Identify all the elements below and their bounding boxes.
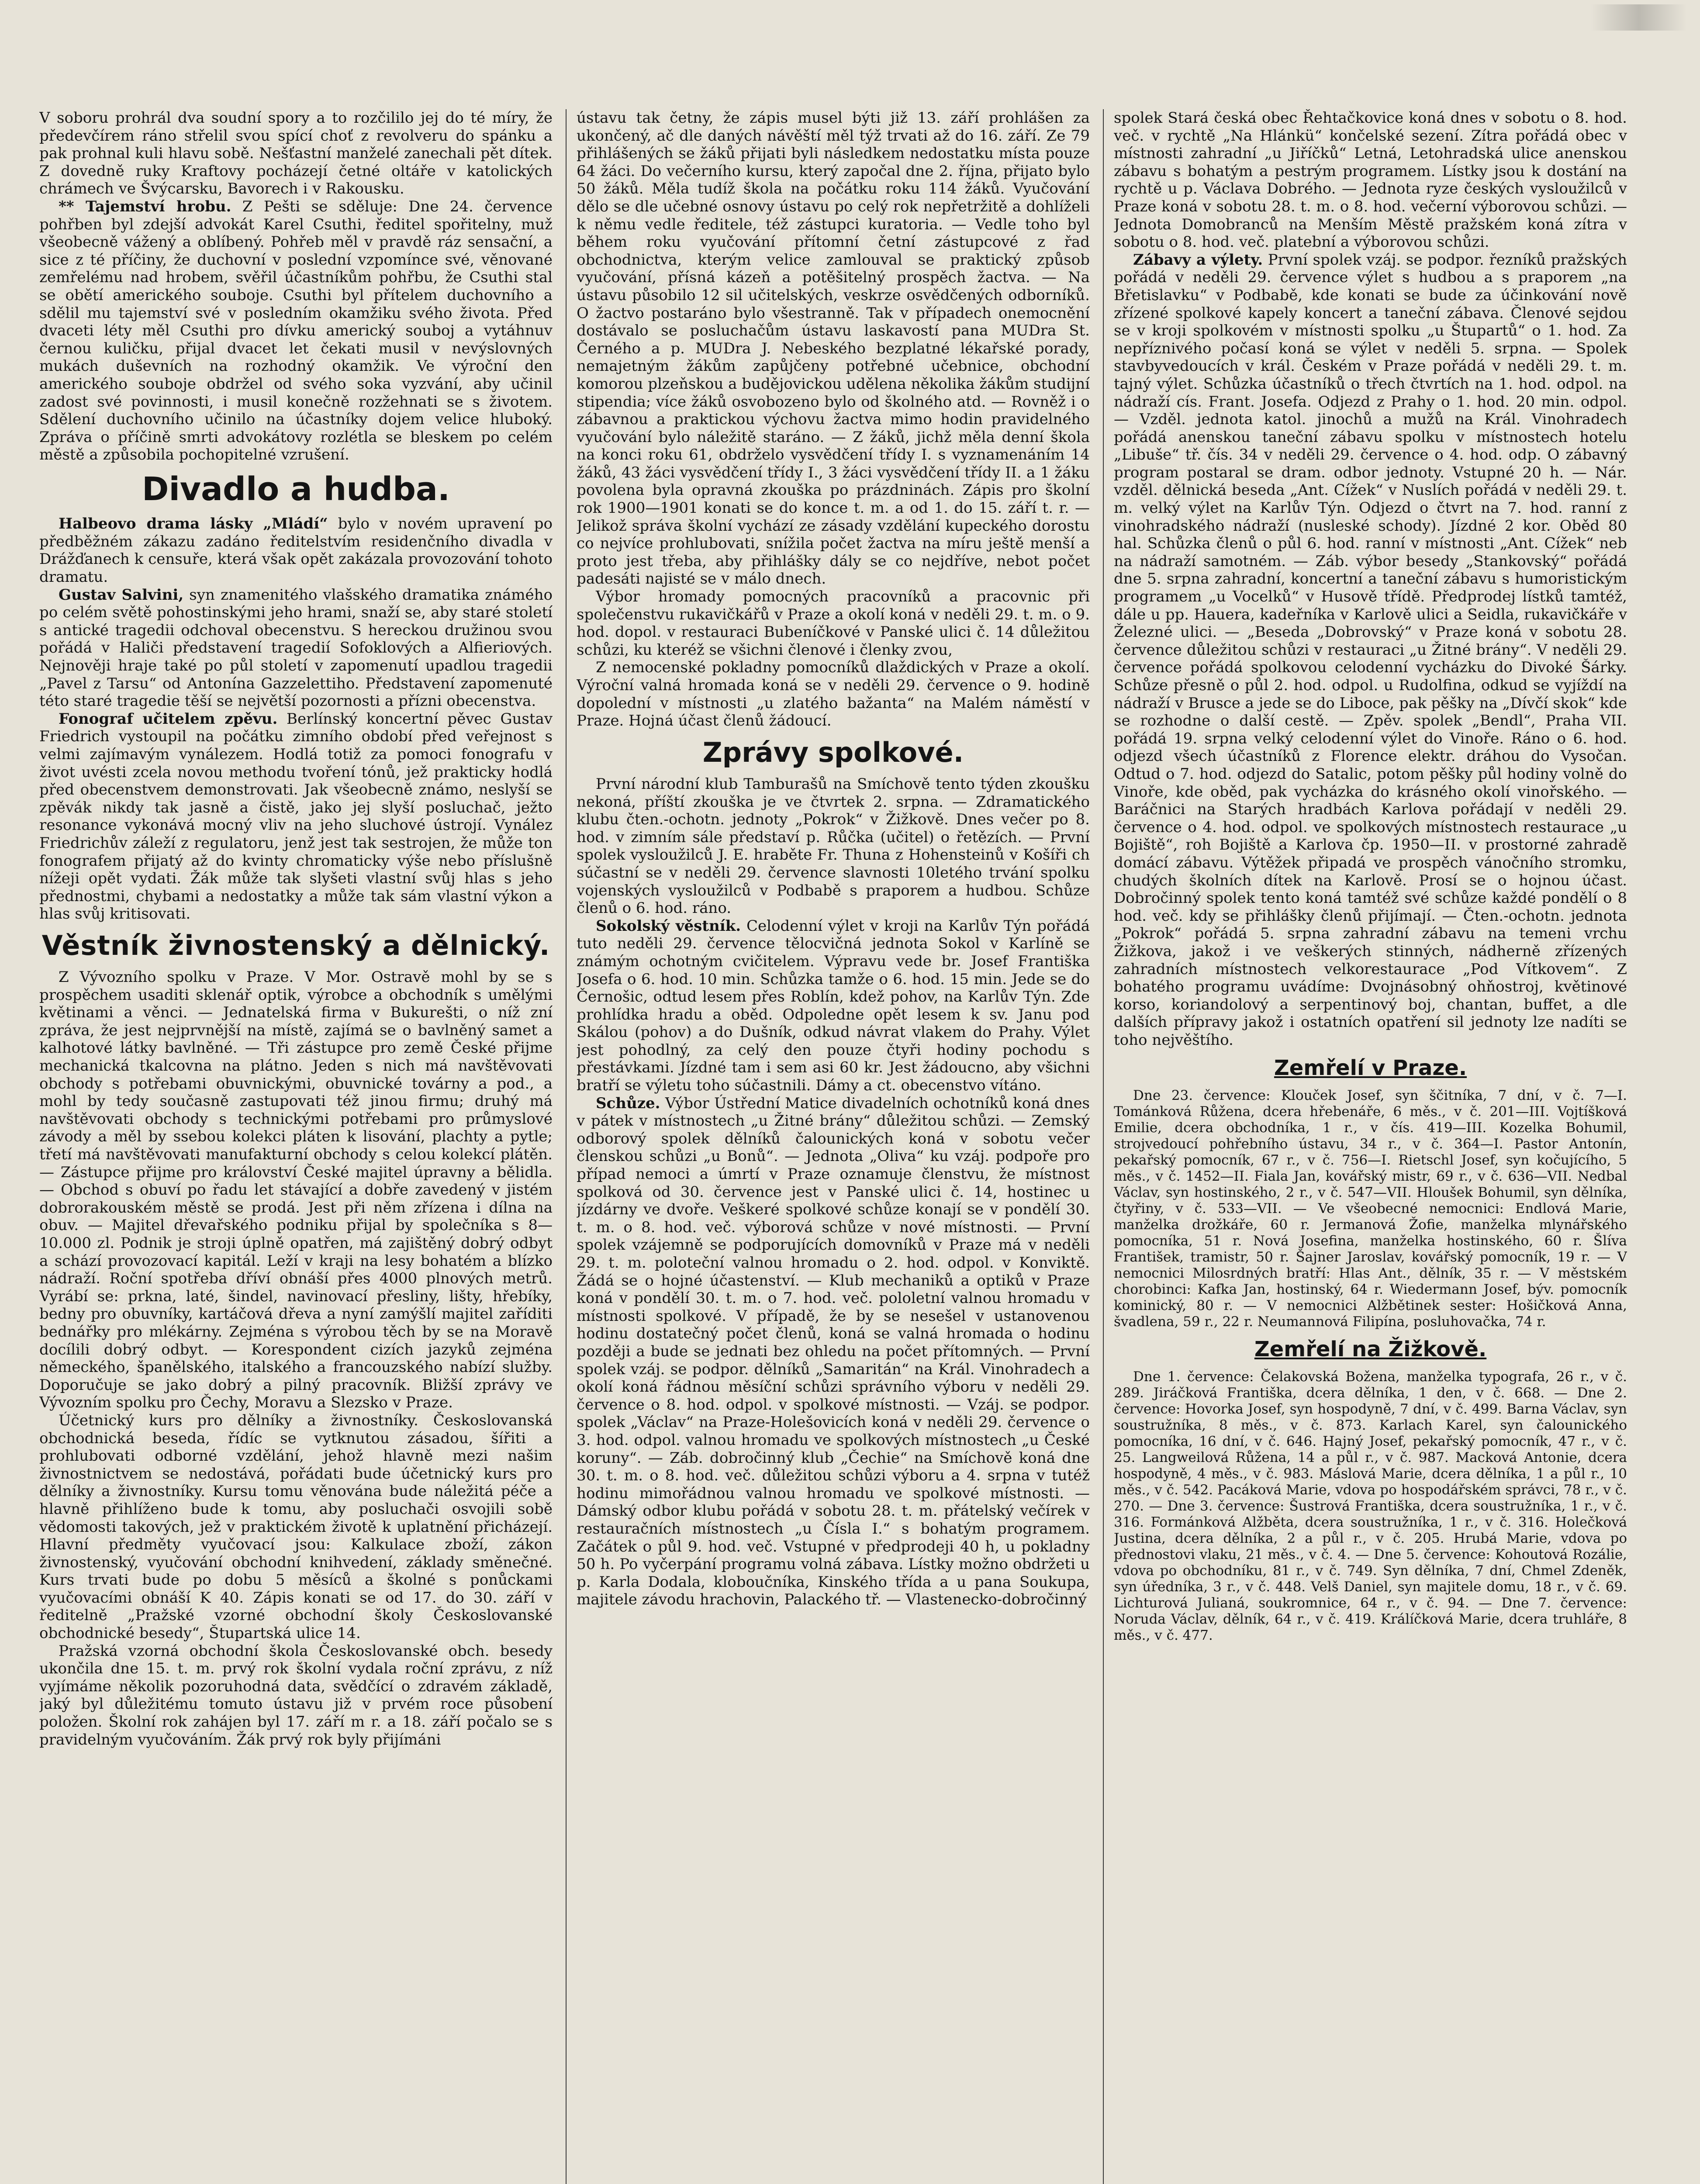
section-heading-zemreli-zizkov: Zemřelí na Žižkově. xyxy=(1254,1337,1487,1362)
article-lead: Gustav Salvini, xyxy=(59,586,184,604)
article-paragraph xyxy=(39,710,553,923)
article-lead: ** Tajemství hrobu. xyxy=(59,197,232,215)
scan-artifact xyxy=(1591,4,1687,31)
section-heading-zemreli-praha: Zemřelí v Praze. xyxy=(1274,1056,1467,1081)
article-paragraph: Účetnický kurs pro dělníky a živnostníky. Českoslovanská obchodnická beseda, řídíc se vytknutou zásadou, šířiti a prohlubovati odborné vzdělání, jehož hlavně mezi našim živnostnictvem se nedostává, pořádati bude účetnický kurs pro dělníky a živnostníky. Kursu tomu věnována bude náležitá péče a hlavně přihlíženo bude k tomu, aby posluchači osvojili sobě vědomosti takových, jež v praktickém životě k uplatnění přicházejí. Hlavní předměty vyučovací jsou: Kalkulace zboží, zákon živnostenský, vyučování obchodní knihvedení, základy směnečné. Kurs trvati bude po dobu 5 měsíců a školné s ponůckami vyučovacími obnáší K 40. Zápis konati se od 17. do 30. září v ředitelně „Pražské vzorné obchodní školy Českoslovanské obchodnické besedy“, Štupartská ulice 14. xyxy=(39,1411,553,1642)
article-paragraph xyxy=(577,917,1090,1095)
article-text: Celodenní výlet v kroji na Karlův Týn pořádá tuto neděli 29. července tělocvičná jednota Sokol v Karlíně se známým ochotným cvičitelem. Výpravu vede br. Josef Františka Josefa o 6. hod. 10 min. Schůzka tamže o 6. hod. 15 min. Jede se do Černošic, odtud lesem přes Roblín, kdež pohov, na Karlův Týn. Zde prohlídka hradu a oběd. Odpoledne opět lesem k sv. Janu pod Skálou (pohov) a do Dušník, odkud návrat vlakem do Prahy. Výlet jest pohodlný, za celý den pouze čtyři hodiny pochodu s přestávkami. Jízdné tam i sem asi 60 kr. Jest žádoucno, aby všichni bratří se výletu toho súčastnili. Dámy a ct. obecenstvo vítáno. xyxy=(577,917,1090,1095)
article-paragraph: Z nemocenské pokladny pomocníků dlaždických v Praze a okolí. Výroční valná hromada koná se v neděli 29. července o 9. hodině dopolední v místnosti „u zlatého bažanta“ na Malém náměstí v Praze. Hojná účast členů žádoucí. xyxy=(577,659,1090,730)
article-paragraph: ústavu tak četny, že zápis musel býti již 13. září prohlášen za ukončený, ač dle daných návěští měl týž trvati až do 16. září. Ze 79 přihlášených se žáků přijati byli následkem nedostatku místa pouze 64 žáci. Do večerního kursu, který započal dne 2. října, přijato bylo 50 žáků. Měla tudíž škola na počátku roku 114 žáků. Vyučování dělo se dle učebné osnovy ústavu po celý rok nepřetržitě a dohlíželi k němu vedle ředitele, též zástupci kuratoria. — Vedle toho byl během roku vyučování přítomní četní zástupcové z řad obchodnictva, kterým velice zamlouval se praktický způsob vyučování, přísná kázeň a potěšitelný prospěch žactva. — Na ústavu působilo 12 sil učitelských, veskrze osvědčených odborníků. O žactvo postaráno bylo všestranně. Tak v případech onemocnění dostávalo se posluchačům ústavu laskavostí pana MUDra St. Černého a p. MUDra J. Nebeského bezplatné lékařské porady, nemajetným žákům zapůjčeny potřebné učebnice, obchodní komorou plzeňskou a budějovickou udělena několika žákům studijní stipendia; více žáků osvobozeno bylo od školného atd. — Rovněž i o zábavnou a praktickou výchovu žactva mimo hodin pravidelného vyučování bylo náležitě staráno. — Z žáků, jichž měla denní škola na konci roku 61, obdrželo vysvědčení třídy I. s vyznamenáním 14 žáků, 43 žáci vysvědčení třídy I., 3 žáci vysvědčení třídy II. a 1 žáku povolena byla opravná zkouška po prázdninách. Zápis pro školní rok 1900—1901 konati se do konce t. m. a od 1. do 15. září t. r. — Jelikož správa školní vychází ze zásady vzdělání kupeckého dorostu co nejvíce prohlubovati, snížila počet žactva na míru ještě menší a proto jest třeba, aby přihlášky dály se co nejdříve, nebot počet padesáti najisté se v málo dnech. xyxy=(577,109,1090,588)
article-lead: Sokolský věstník. xyxy=(596,917,741,935)
article-text: syn znamenitého vlašského dramatika známého po celém světě pohostinskými jeho hrami, snaží se, aby staré století s antické tragedii odchoval obecenstvu. S hereckou družinou svou pořádá v Haliči představení tragedií Sofoklových a Alfieriových. Nejnověji hraje také po půl století v zapomenutí upadlou tragedii „Pavel z Tarsu“ od Antonína Gazzelettiho. Představení zapomenuté této staré tragedie těší se největší pozornosti a přízni obecenstva. xyxy=(39,586,553,710)
article-paragraph: Z Vývozního spolku v Praze. V Mor. Ostravě mohl by se s prospěchem usaditi sklenář optik, výrobce a obchodník s umělými květinami a věnci. — Jednatelská firma v Bukurešti, o níž zní zpráva, že jest nejprvnější na místě, zajímá se o bavlněný samet a kalhotové látky bavlněné. — Tři zástupce pro země České přijme mechanická tkalcovna na plátno. Jeden s nich má navštěvovati obchody s potřebami obuvnickými, obuvnické továrny a pod., a mohl by tedy současně zastupovati též jinou firmu; druhý má navštěvovati obchody s technickými potřebami pro průmyslové závody a měl by ssebou kolekci pláten k lisování, plachty a pytle; třetí má navštěvovati manufakturní obchody s celou kolekcí plátěn. — Zástupce přijme pro království České majitel úpravny a bělidla. — Obchod s obuví po řadu let stávající a dobře zavedený v jistém dobrorakouském městě se prodá. Jest při něm zřízena i dílna na obuv. — Majitel dřevařského podniku přijal by společníka s 8—10.000 zl. Podnik je stroji úplně opatřen, má zajištěný dobrý odbyt a schází provozovací kapitál. Leží v kraji na lesy bohatém a blízko nádraží. Roční spotřeba dříví obnáší přes 4000 plnových metrů. Vyrábí se: prkna, laté, šindel, navinovací přesliny, lišty, hřebíky, bedny pro obuvníky, kartáčová dřeva a nyní zamýšlí majitel zaříditi bednářky pro mlékárny. Zejména s výrobou těch by se na Moravě docílili dobrý odbyt. — Korespondent cizích jazyků zejména německého, španělského, italského a francouzského nabízí služby. Doporučuje se jako dobrý a pilný pracovník. Bližší zprávy ve Vývozním spolku pro Čechy, Moravu a Slezsko v Praze. xyxy=(39,968,553,1412)
article-paragraph: Pražská vzorná obchodní škola Českoslovanské obch. besedy ukončila dne 15. t. m. prvý rok školní vydala roční zprávu, z níž vyjímáme několik pozoruhodná data, svědčící o zdravém základě, jaký byl důležitému tomuto ústavu již v prvém roce působení položen. Školní rok zahájen byl 17. září m r. a 18. září počalo se s pravidelným vyučováním. Žák prvý rok byly přijímáni xyxy=(39,1642,553,1749)
section-heading-divadlo: Divadlo a hudba. xyxy=(142,470,450,508)
article-text: Z Pešti se sděluje: Dne 24. července pohřben byl zdejší advokát Karel Csuthi, ředitel spořitelny, muž všeobecně vážený a oblíbený. Pohřeb měl v pravdě ráz sensační, a sice z té příčiny, že duchovní v poslední vzpomínce své, věnované zemřelému nad hrobem, svěřil účastníkům pohřbu, že Csuthi stal se obětí amerického souboje. Csuthi byl přítelem duchovního a sdělil mu tajemství své v posledním okamžiku svého života. Před dvaceti léty měl Csuthi pro dívku americký souboj a vytáhnuv černou kuličku, přijal dvacet let čekati musil v nevýslovných mukách duševních na rozhodný okamžik. Ve výroční den amerického souboje obdržel od svého soka vyzvání, aby učinil zadost své povinnosti, i musil konečně rozžehnati se s životem. Sdělení duchovního učinilo na účastníky dojem velice hluboký. Zpráva o příčině smrti advokátovy rozlétla se bleskem po celém městě a způsobila pochopitelné vzrušení. xyxy=(39,197,553,464)
article-paragraph xyxy=(577,1095,1090,1609)
section-heading-zpravy: Zprávy spolkové. xyxy=(702,736,964,768)
article-lead: Schůze. xyxy=(596,1094,660,1112)
article-text: Berlínský koncertní pěvec Gustav Friedrich vystoupil na počátku zimního období před veřejnost s velmi zajímavým vynálezem. Hodlá totiž za pomoci fonografu v život uvésti zcela novou methodu tvoření tónů, jež prakticky hodlá před obecenstvem demonstrovati. Jak všeobecně známo, neslyší se zpěvák nikdy tak jasně a čistě, jako jej slyší posluchač, ježto resonance vykonává mocný vliv na jeho sluchové ústrojí. Vynález Friedrichův záleží z regulatoru, jenž jest tak sestrojen, že může ton fonografem přijatý až do kvinty chromaticky výše nebo příslušně nížeji opět vydati. Žák může tak slyšeti vlastní svůj hlas s jeho přednostmi, chybami a nedostatky a může tak sám vlastní výkon a hlas svůj kritisovati. xyxy=(39,710,553,923)
article-paragraph: První národní klub Tamburašů na Smíchově tento týden zkoušku nekoná, příští zkouška je ve čtvrtek 2. srpna. — Zdramatického klubu čten.-ochotn. jednoty „Pokrok“ v Žižkově. Dnes večer po 8. hod. v zimním sále představí p. Růčka (učitel) o řetězích. — První spolek vysloužilců J. E. hraběte Fr. Thuna z Hohensteinů v Košíři ch súčastní se v neděli 29. července slavnosti 10letého trvání spolku vojenských vysloužilců v Podbabě s praporem a hudbou. Schůze členů o 6. hod. ráno. xyxy=(577,775,1090,917)
article-lead: Halbeovo drama lásky „Mládí“ xyxy=(59,515,328,533)
column-3 xyxy=(1114,109,1627,2184)
article-paragraph: spolek Stará česká obec Řehtačkovice koná dnes v sobotu o 8. hod. več. v rychtě „Na Hlánkü“ končelské sezení. Zítra pořádá obec v místnosti zahradní „u Jiříčků“ Letná, Letohradská ulice anenskou zábavu s bohatým a pestrým programem. Lístky jsou k dostání na rychtě u p. Václava Dobrého. — Jednota ryze českých vysloužilců v Praze koná v sobotu 28. t. m. o 8. hod. večerní výborovou schůzi. — Jednota Domobranců na Menším Městě pražském koná zítra v sobotu o 8. hod. več. platební a výborovou schůzi. xyxy=(1114,109,1627,251)
obituary-list: Dne 1. července: Čelakovská Božena, manželka typografa, 26 r., v č. 289. Jiráčková Františka, dcera dělníka, 1 den, v č. 668. — Dne 2. července: Hovorka Josef, syn hospodyně, 7 dní, v č. 499. Barna Václav, syn soustružníka, 8 měs., v č. 873. Karlach Karel, syn čalounického pomocníka, 16 dní, v č. 646. Hajný Josef, pekařský pomocník, 47 r., v č. 25. Langweilová Růžena, 14 a půl r., v č. 987. Macková Antonie, dcera hospodyně, 4 měs., v č. 983. Máslová Marie, dcera dělníka, 1 a půl r., 10 měs., v č. 542. Pacáková Marie, vdova po hospodářském správci, 78 r., v č. 270. — Dne 3. července: Šustrová Františka, dcera soustružníka, 1 r., v č. 316. Formánková Alžběta, dcera soustružníka, 1 r., v č. 316. Holečková Justina, dcera dělníka, 2 a půl r., v č. 205. Hrubá Marie, vdova po přednostovi vlaku, 21 měs., v č. 4. — Dne 5. července: Kohoutová Rozálie, vdova po obchodníku, 81 r., v č. 749. Syn dělníka, 7 dní, Chmel Zdeněk, syn úředníka, 3 r., v č. 448. Velš Daniel, syn majitele domu, 18 r., v č. 69. Lichturová Julianá, soukromnice, 64 r., v č. 94. — Dne 7. července: Noruda Václav, dělník, 64 r., v č. 419. Králíčková Marie, dcera truhláře, 8 měs., v č. 477. xyxy=(1114,1369,1627,1644)
article-lead: Zábavy a výlety. xyxy=(1133,251,1263,269)
column-1 xyxy=(39,109,553,2184)
article-paragraph xyxy=(39,586,553,710)
column-rule xyxy=(1103,109,1104,2184)
article-paragraph: Výbor hromady pomocných pracovníků a pracovnic při společenstvu rukavičkářů v Praze a okolí koná v neděli 29. t. m. o 9. hod. dopol. v restauraci Bubeníčkové v Panské ulici č. 14 důležitou schůzi, ku kteréž se všichni členové i členky zvou, xyxy=(577,588,1090,659)
obituary-list: Dne 23. července: Klouček Josef, syn ščitníka, 7 dní, v č. 7—I. Tománková Růžena, dcera hřebenáře, 6 měs., v č. 201—III. Vojtíšková Emilie, dcera obchodníka, 1 r., v čís. 419—III. Kozelka Bohumil, strojvedoucí pohřebního ústavu, 34 r., v č. 364—I. Pastor Antonín, pekařský pomocník, 67 r., v č. 756—I. Rietschl Josef, syn kočujícího, 5 měs., v č. 1452—II. Fiala Jan, kovářský mistr, 69 r., v č. 636—VII. Nedbal Václav, syn hostinského, 2 r., v č. 547—VII. Hloušek Bohumil, syn dělníka, čtyřiny, v č. 533—VII. — Ve všeobecné nemocnici: Endlová Marie, manželka drožkáře, 60 r. Jermanová Žofie, manželka mlynářského pomocníka, 51 r. Nová Josefina, manželka hostinského, 60 r. Šlíva František, tramistr, 50 r. Šajner Jaroslav, kovářský pomocník, 19 r. — V nemocnici Milosrdných bratří: Hlas Ant., dělník, 35 r. — V městském chorobinci: Kafka Jan, hostinský, 64 r. Wiedermann Josef, býv. pomocník kominický, 80 r. — V nemocnici Alžbětinek sester: Hošičková Anna, švadlena, 59 r., 22 r. Neumannová Filipína, posluhovačka, 74 r. xyxy=(1114,1088,1627,1330)
article-paragraph: V soboru prohrál dva soudní spory a to rozčililo jej do té míry, že předevčírem ráno střelil svou spící choť z revolveru do spánku a pak prohnal kuli hlavu sobě. Nešťastní manželé zanechali pět dítek. Z dovedně ruky Kraftovy pocházejí četné oltáře v katolických chrámech ve Švýcarsku, Bavorech i v Rakousku. xyxy=(39,109,553,198)
section-heading-vestnik: Věstník živnostenský a dělnický. xyxy=(41,929,550,961)
article-lead: Fonograf učitelem zpěvu. xyxy=(59,710,278,728)
article-paragraph xyxy=(39,198,553,464)
column-rule xyxy=(566,109,567,2184)
column-2 xyxy=(577,109,1090,2184)
newspaper-page xyxy=(39,109,1655,2184)
article-paragraph xyxy=(1114,251,1627,1049)
article-paragraph xyxy=(39,515,553,586)
article-text: Výbor Ústřední Matice divadelních ochotníků koná dnes v pátek v místnostech „u Žitné brány“ důležitou schůzi. — Zemský odborový spolek dělníků čalounických koná v sobotu večer členskou schůzi „u Bonů“. — Jednota „Oliva“ ku vzáj. podpoře pro případ nemoci a úmrtí v Praze oznamuje členstvu, že místnost spolková od 30. července jest v Panské ulici č. 14, hostinec u jízdárny ve dvoře. Veškeré spolkové schůze konají se v pondělí 30. t. m. o 8. hod. več. výborová schůze v nové místnosti. — První spolek vzájemně se podporujících domovníků v Praze má v neděli 29. t. m. poloteční valnou hromadu o 2. hod. odpol. v Konviktě. Žádá se o hojné účastenství. — Klub mechaniků a optiků v Praze koná v pondělí 30. t. m. o 7. hod. več. pololetní valnou hromadu v místnosti spolkové. V případě, že by se nesešel v ustanovenou hodinu dostatečný počet členů, koná se valná hromada o hodinu později a bude se jednati bez ohledu na počet přítomných. — První spolek vzáj. se podpor. dělníků „Samaritán“ na Král. Vinohradech a okolí koná řádnou měsíční schůzi správního výboru v neděli 29. července o 8. hod. odpol. v spolkové místnosti. — Vzáj. se podpor. spolek „Václav“ na Praze-Holešovicích koná v neděli 29. července o 3. hod. odpol. valnou hromadu ve spolkových místnostech „u České koruny“. — Záb. dobročinný klub „Čechie“ na Smíchově koná dne 30. t. m. o 8. hod. več. důležitou schůzi výboru a 4. srpna v tutéž hodinu mimořádnou valnou hromadu ve spolkové místnosti. — Dámský odbor klubu pořádá v sobotu 28. t. m. přátelský večírek v restauračních místnostech „u Čísla I.“ s bohatým programem. Začátek o půl 9. hod. več. Vstupné v předprodeji 40 h, u pokladny 50 h. Po vyčerpání programu volná zábava. Lístky možno obdržeti u p. Karla Dodala, kloboučníka, Kinského třída a u pana Soukupa, majitele závodu hrachovin, Palackého tř. — Vlastenecko-dobročinný xyxy=(577,1094,1090,1609)
article-text: První spolek vzáj. se podpor. řezníků pražských pořádá v neděli 29. července výlet s hudbou a s praporem „na Břetislavku“ v Podbabě, kde konati se bude za účinkování nově zřízené spolkové kapely koncert a taneční zábava. Členové sejdou se v kroji spolkovém v místnosti spolku „u Štupartů“ o 1. hod. Za nepříznivého počasí koná se výlet v neděli 5. srpna. — Spolek stavbyvedoucích v král. Českém v Praze pořádá v neděli 29. t. m. tajný výlet. Schůzka účastníků o třech čtvrtích na 1. hod. odpol. na nádraží cís. Frant. Josefa. Odjezd z Prahy o 1. hod. 20 min. odpol. — Vzděl. jednota katol. jinochů a mužů na Král. Vinohradech pořádá anenskou taneční zábavu spolku v místnostech hotelu „Libuše“ tř. čís. 34 v neděli 29. července o 4. hod. odp. O zábavný program postaral se dram. odbor jednoty. Vstupné 20 h. — Nár. vzděl. dělnická beseda „Ant. Cížek“ v Nuslích pořádá v neděli 29. t. m. velký výlet na Karlův Týn. Odjezd o čtvrt na 7. hod. ranní z vinohradského nádraží (nusleské schody). Jízdné 2 kor. Oběd 80 hal. Schůzka členů o půl 6. hod. ranní v místnosti „Ant. Cížek“ neb na nádraží samotném. — Záb. výbor besedy „Stankovský“ pořádá dne 5. srpna zahradní, koncertní a taneční zábavu s humoristickým programem „u Vocelků“ v Husově třídě. Předprodej lístků tamtéž, dále u pp. Hauera, kadeřníka v Karlově ulici a Seidla, rukavičkáře v Železné ulici. — „Beseda „Dobrovský“ v Praze koná v sobotu 28. července důležitou schůzi v restauraci „u Žitné brány“. V neděli 29. července pořádá spolkovou celodenní vycházku do Divoké Šárky. Schůze přesně o půl 2. hod. odpol. u Rudolfina, odkud se vyjíždí na nádraží v Brusce a jede se do Liboce, pak pěšky na „Dívčí skok“ kde se rozhodne o další cestě. — Zpěv. spolek „Bendl“, Praha VII. pořádá 19. srpna velký celodenní výlet do Vinoře. Ráno o 6. hod. odjezd všech účastníků z Florence elektr. dráhou do Vysočan. Odtud o 7. hod. odjezd do Satalic, potom pěšky půl hodiny volně do Vinoře, kde oběd, pak vycházka do krásného okolí vinořského. — Baráčnici na Starých hradbách Karlova pořádají v neděli 29. července o 4. hod. odpol. ve spolkových místnostech restaurace „u Bojiště“, roh Bojiště a Karlova čp. 1950—II. v prostorné zahradě domácí zábavu. Výtěžek připadá ve prospěch vánočního stromku, chudých školních dítek na Karlově. Prosí se o hojnou účast. Dobročinný spolek tento koná tamtéž své schůze každé pondělí o 8 hod. več. kdy se přihlášky členů přijímají. — Čten.-ochotn. jednota „Pokrok“ pořádá 5. srpna zahradní zábavu na temeni vrchu Žižkova, jakož i ve veškerých stinných, nádherně zřízených zahradních místnostech velkorestaurace „Pod Vítkovem“. Z bohatého programu uvádíme: Dvojnásobný ohňostroj, květinové korso, koriandolový a serpentinový boj, chantan, buffet, a dle dalších přípravy jakož i ostatních opatření sil jednoty lze nadíti se toho nejvěštího. xyxy=(1114,251,1627,1049)
article-text: bylo v novém upravení po předběžném zákazu zadáno ředitelstvím residenčního divadla v Drážďanech k censuře, která však opět zakázala provozování tohoto dramatu. xyxy=(39,515,553,586)
